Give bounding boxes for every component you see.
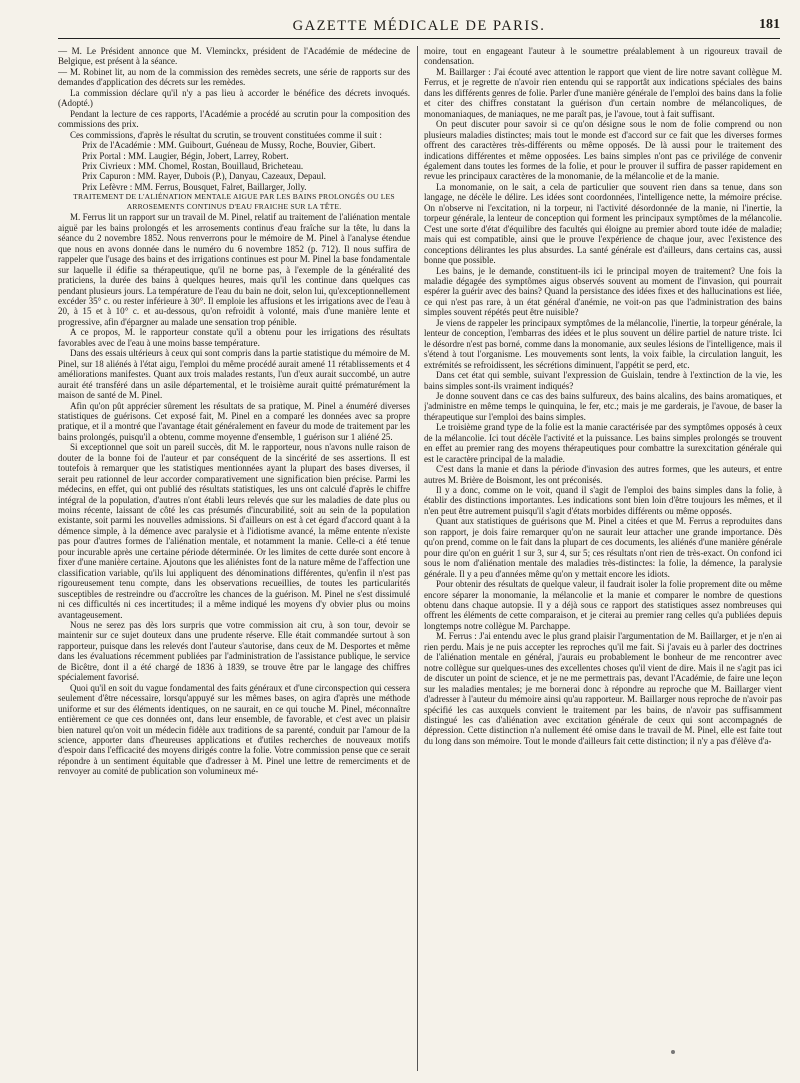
paragraph-ferrus-report: M. Ferrus lit un rapport sur un travail de M. Pinel, relatif au traitement de l'aliénation mentale aiguë par les bains prolongés et les arrosements continus d'eau fraîche sur la tête, lu dans la séance du 2 novembre 1852. Nous renverrons pour le mémoire de M. Pinel à l'analyse étendue que nous en avons donnée dans le numéro du 6 novembre 1852 (p. 712). Il nous suffira de rappeler que l'usage des bains et des irrigations continues est pour M. Pinel la base fondamentale sur laquelle il édifie sa thérapeutique, qu'il ne borne pas, à l'exemple de la généralité des praticiens, la durée des bains à quelques heures, mais qu'il les continue dans quelques cas pendant plusieurs jours. La température de l'eau du bain ne doit, selon lui, qu'exceptionnellement excéder 35° c. ou rester inférieure à 30°. Il emploie les affusions et les irrigations avec de l'eau à 20, à 15 et à 10° c. et au-dessous, qu'on refroidit à volonté, mais d'une manière lente et progressive, afin d'épargner au malade une sensation trop pénible. [58,212,410,327]
paragraph-irrigation-results: A ce propos, M. le rapporteur constate qu'il a obtenu pour les irrigations des résultats favorables avec de l'eau à une moins basse température. [58,327,410,348]
section-heading: TRAITEMENT DE L'ALIÉNATION MENTALE AIGUE PAR LES BAINS PROLONGÉS OU LES ARROSEMENTS CONTINUS D'EAU FRAICHE SUR LA TÊTE. [73,192,395,212]
paragraph-monomania: La monomanie, on le sait, a cela de particulier que souvent rien dans sa tenue, dans son langage, ne décèle le délire. Les idées sont coordonnées, l'intelligence nette, la mémoire précise. On n'observe ni l'excitation, ni la torpeur, ni l'activité désordonnée de la manie, ni l'inertie, la torpeur générale, la lenteur de conception qui forment les principaux symptômes de la mélancolie. C'est une sorte d'état d'équilibre des facultés qui éloigne au premier abord toute idée de maladie; mais qui est compatible, ainsi que le prouve l'expérience de chaque jour, avec l'existence des conceptions délirantes les plus absurdes. La santé générale est d'ailleurs, dans certains cas, aussi bonne que possible. [424,181,782,266]
left-column [58,46,410,1076]
paragraph-commission-declaration: La commission déclare qu'il n'y a pas lieu à accorder le bénéfice des décrets invoqués. (Adopté.) [58,87,410,109]
paragraph-baths-question: Les bains, je le demande, constituent-ils ici le principal moyen de traitement? Une fois la maladie dégagée des symptômes aigus observés souvent au moment de l'invasion, qui pourrait espérer la guérir avec des bains? Quand la persistance des idées fixes et des hallucinations est liée, ce qui n'est pas rare, à un état général d'anémie, ne voit-on pas que l'administration des bains simples souvent répétés peut être nuisible? [424,265,782,318]
paragraph-guislain: Dans cet état qui semble, suivant l'expression de Guislain, tendre à l'extinction de la vie, les bains simples sont-ils vraiment indiqués? [424,370,782,391]
paragraph-brierre: C'est dans la manie et dans la période d'invasion des autres formes, que les auteurs, et entre autres M. Brière de Boismont, les ont préconisés. [424,464,782,485]
paragraph-mania: Le troisième grand type de la folie est la manie caractérisée par des symptômes opposés à ceux de la mélancolie. Ici tout décèle l'activité et la puissance. Les bains simples prolongés se trouvent en effet au premier rang des moyens thérapeutiques pour combattre la surexcitation générale qui est le caractère principal de la maladie. [424,422,782,464]
paragraph-parchappe: Pour obtenir des résultats de quelque valeur, il faudrait isoler la folie proprement dite ou même encore séparer la monomanie, la mélancolie et la manie et comparer le nombre de questions obtenu dans chaque autopsie. Il y a déjà sous ce rapport des statistiques assez nombreuses qui offrent les éléments de cette comparaison, et je citerai au premier rang celles qu'a publiées depuis longtemps notre collègue M. Parchappe. [424,579,782,631]
ink-speck [671,1050,675,1054]
paragraph-commission-reserve: Nous ne serez pas dès lors surpris que votre commission ait cru, à son tour, devoir se maintenir sur ce sujet douteux dans une prudente réserve. Elle était commandée surtout à son rapporteur, puisque dans les relevés dont l'auteur s'autorise, dans ceux de M. Desportes et même dans les évaluations récemment publiées par l'administration de l'assistance publique, le service de Bicêtre, dont il a été chargé de 1836 à 1839, se trouve être par le langage des chiffres spécialement favorisé. [58,620,410,683]
right-column [424,46,782,1076]
paragraph-baillarger-reply: M. Baillarger : J'ai écouté avec attention le rapport que vient de lire notre savant collègue M. Ferrus, et je regrette de n'avoir rien entendu qui se rapportât aux indications spéciales des bains dans les différents genres de folie. Parler d'une manière générale de l'emploi des bains dans la folie et citer des chiffres constatant la guérison d'un certain nombre de mélancoliques, de monomaniaques, de maniaques, ne me paraît pas, je l'avoue, tout à fait suffisant. [424,66,782,119]
paragraph-memoir-continued: moire, tout en engageant l'auteur à le soumettre préalablement à un rigoureux travail de condensation. [424,46,782,67]
paragraph-exceptional-success: Si exceptionnel que soit un pareil succès, dit M. le rapporteur, nous n'avons nulle raison de douter de la bonne foi de l'auteur et par conséquent de la sincérité de ses assertions. Il est toutefois à remarquer que les statistiques mentionnées ayant la plupart des bases diverses, il serait peu rationnel de leur accorder comparativement une signification bien précise. Parmi les médecins, en effet, qui ont publié des résultats statistiques, les uns ont calculé d'après le chiffre intégral de la population, d'autres n'ont établi leurs relevés que sur les maladies de date plus ou moins récente, laissant de côté les cas présumés d'incurabilité, soit au sein de la population existante, soit parmi les nouvelles admissions. Si d'ailleurs on est à cet égard d'accord quant à la démence simple, à la démence avec paralysie et à l'idiotisme avancé, la même entente n'existe pas pour d'autres formes de l'aliénation mentale, et notamment la manie. Celle-ci a été tenue pour incurable après une certaine période déterminée. Or les limites de cette durée sont encore à fixer d'une manière certaine. Ajoutons que les aliénistes font de la nature même de l'affection une classification variable, qu'ils lui appliquent des dénominations différentes, qu'enfin il n'est pas rigoureusement tenu compte, dans les observations recueillies, de toutes les particularités susceptibles de restreindre ou d'accroître les chances de la guérison. M. Pinel ne s'est dissimulé ni ces difficultés ni ces incertitudes; il a même indiqué les moyens d'y obvier plus ou moins avantageusement. [58,442,410,620]
prize-commission-capuron: Prix Capuron : MM. Rayer, Dubois (P.), Danyau, Cazeaux, Depaul. [82,171,326,182]
paragraph-sulfur-baths: Je donne souvent dans ce cas des bains sulfureux, des bains alcalins, des bains aromatiques, et j'administre en même temps le quinquina, le fer, etc.; mais je me garderais, je l'avoue, de baser la thérapeutique sur l'emploi des bains simples. [424,390,782,422]
paragraph-further-trials: Dans des essais ultérieurs à ceux qui sont compris dans la partie statistique du mémoire de M. Pinel, sur 18 aliénés à l'état aigu, l'emploi du même procédé aurait amené 11 rétablissements et 4 améliorations manifestes. Quant aux trois malades restants, l'un d'eux aurait succombé, un autre aurait été transféré dans un asile départemental, et le troisième aurait quitté prématurément la maison de santé de M. Pinel. [58,348,410,401]
paragraph-commissions-constituted: Ces commissions, d'après le résultat du scrutin, se trouvent constituées comme il suit : [70,129,382,140]
paragraph-ballot: Pendant la lecture de ces rapports, l'Académie a procédé au scrutin pour la composition des commissions des prix. [58,108,410,130]
prize-commission-lefevre: Prix Lefèvre : MM. Ferrus, Bousquet, Falret, Baillarger, Jolly. [82,181,307,192]
prize-commission-portal: Prix Portal : MM. Laugier, Bégin, Jobert, Larrey, Robert. [82,150,289,161]
journal-title: GAZETTE MÉDICALE DE PARIS. [292,18,546,34]
paragraph-ferrus-response: M. Ferrus : J'ai entendu avec le plus grand plaisir l'argumentation de M. Baillarger, et je n'en ai rien perdu. Mais je ne puis accepter les reproches qu'il me fait. Si j'avais eu à parler des doctrines de l'aliénation mentale en général, j'aurais eu probablement le bonheur de me rencontrer avec notre collègue sur quelques-unes des excellentes choses qu'il vient de dire. Mais il ne s'agit pas ici de discuter un point de science, et je ne me permettrais pas, devant l'Académie, de faire une leçon sur les maladies mentales; je me bornerai donc à répondre au reproche que M. Baillarger vient d'adresser à l'auteur du mémoire ainsi qu'au rapporteur. M. Baillarger nous reproche de n'avoir pas spécifié les cas auxquels convient le traitement par les bains, de n'avoir pas suffisamment distingué les cas d'aliénation avec excitation générale de ceux qui sont accompagnés de dépression. Cette distinction n'a nullement été omise dans le travail de M. Pinel, elle est faite tout du long dans son mémoire. Tout le monde d'ailleurs fait cette distinction; il n'y a pas d'élève d'a- [424,631,782,746]
column-divider [417,46,418,1071]
paragraph-forms-of-madness: On peut discuter pour savoir si ce qu'on désigne sous le nom de folie comprend ou non plusieurs maladies distinctes; mais tout le monde est d'accord sur ce fait que les diverses formes offrent des caractères très-différents ou même opposés. De là aussi pour le traitement des indications différentes et même opposées. Les bains simples n'ont pas ce privilége de convenir également dans toutes les formes de la folie, et pour le prouver il suffira de passer rapidement en revue les principaux caractères de la monomanie, de la mélancolie et de la manie. [424,119,782,182]
paragraph-melancholy: Je viens de rappeler les principaux symptômes de la mélancolie, l'inertie, la torpeur générale, la lenteur de conception, l'embarras des idées et le plus souvent un délire partiel de nature triste. Ici le désordre n'est pas borné, comme dans la monomanie, aux seules lésions de l'intelligence, mais il s'étend à tout l'organisme. Les mouvements sont lents, la voix faible, la circulation languit, les extrémités se refroidissent, les sécrétions diminuent, l'appétit se perd, etc. [424,317,782,370]
paragraph-robinet-report: — M. Robinet lit, au nom de la commission des remèdes secrets, une série de rapports sur des demandes d'application des décrets sur les remèdes. [58,66,410,88]
paragraph-distinctions: Il y a donc, comme on le voit, quand il s'agit de l'emploi des bains simples dans la folie, à établir des distinctions importantes. Les indications sont bien loin d'être toujours les mêmes, et il n'en peut être autrement puisqu'il s'agit d'états morbides différents ou même opposés. [424,485,782,516]
page-header [58,16,780,39]
paragraph-president-announcement: — M. Le Président annonce que M. Vleminckx, président de l'Académie de médecine de Belgique, est présent à la séance. [58,46,410,67]
paragraph-statistics-critique: Quant aux statistiques de guérisons que M. Pinel a citées et que M. Ferrus a reproduites dans son rapport, je dois faire remarquer qu'on ne saurait leur attacher une grande importance. Dès qu'on prend, comme on le fait dans la plupart de ces documents, les aliénés d'une manière générale pour dire qu'on en guérit 1 sur 3, sur 4, sur 5; ces résultats n'ont rien de très-exact. On confond ici sous le nom d'aliénation mentale des maladies très-distinctes: la folie, la démence, la paralysie générale. Il y a peu d'années même qu'on y mettait encore les idiots. [424,516,782,579]
prize-commission-academie: Prix de l'Académie : MM. Guibourt, Guéneau de Mussy, Roche, Bouvier, Gibert. [82,140,376,151]
paragraph-statistics: Afin qu'on pût apprécier sûrement les résultats de sa pratique, M. Pinel a énuméré diverses statistiques de guérisons. Cet exposé fait, M. Pinel en a comparé les données avec sa propre pratique, et il a montré que l'avantage était généralement en faveur du mode de traitement par les bains prolongés, puisqu'il a obtenu, comme moyenne d'ensemble, 1 guérison sur 1 aliéné 25. [58,400,410,442]
paragraph-conclusion: Quoi qu'il en soit du vague fondamental des faits généraux et d'une circonspection qui cessera seulement d'être nécessaire, lorsqu'appuyé sur les mêmes bases, on agira d'après une méthode uniforme et sur des éléments identiques, on ne saurait, en ce qui touche M. Pinel, méconnaître entièrement ce que ces données ont, dans leur ensemble, de favorable, et c'est avec un plaisir bien naturel qu'on voit un médecin fidèle aux traditions de sa parenté, conduit par l'amour de la science, apporter dans d'heureuses applications et d'utiles recherches de nouveaux motifs d'espoir dans l'efficacité des moyens dirigés contre la folie. Votre commission pense que ce serait répondre à un sentiment équitable que d'adresser à M. Pinel une lettre de remerciments et de renvoyer au comité de publication son volumineux mé- [58,682,410,777]
prize-commission-civrieux: Prix Civrieux : MM. Chomel, Rostan, Bouillaud, Bricheteau. [82,160,304,171]
page-number: 181 [759,17,780,32]
